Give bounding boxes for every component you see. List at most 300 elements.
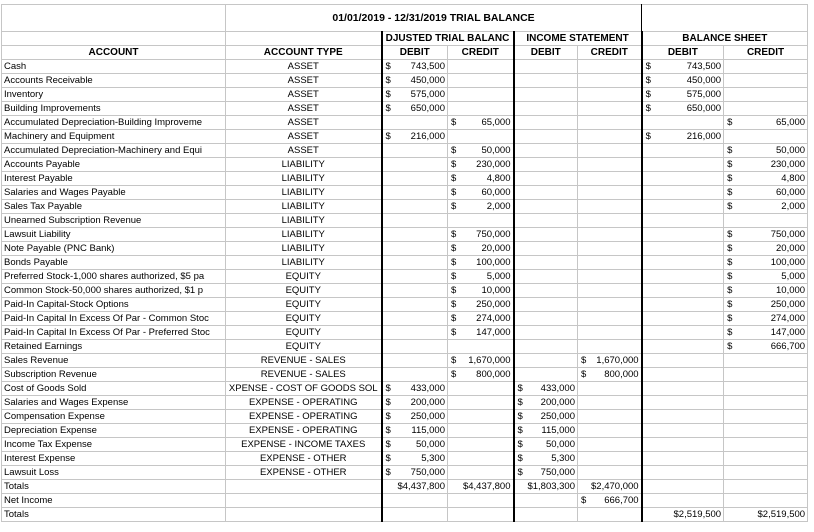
account-name-cell[interactable]: Preferred Stock-1,000 shares authorized, $5 pa: [2, 270, 226, 284]
atb-credit-cell[interactable]: [448, 60, 514, 74]
is-debit-cell[interactable]: [514, 494, 578, 508]
amount-value: 575,000: [410, 89, 445, 100]
bs-debit-cell[interactable]: [642, 144, 724, 158]
atb-credit-cell[interactable]: [448, 214, 514, 228]
atb-credit-cell[interactable]: [448, 424, 514, 438]
account-name-cell[interactable]: Compensation Expense: [2, 410, 226, 424]
currency-symbol: $: [527, 481, 533, 492]
is-credit-cell[interactable]: [578, 242, 642, 256]
atb-debit-cell[interactable]: [382, 284, 448, 298]
is-credit-cell[interactable]: [578, 396, 642, 410]
atb-debit-cell[interactable]: [382, 200, 448, 214]
atb-credit-cell[interactable]: [448, 508, 514, 522]
account-type-cell[interactable]: XPENSE - COST OF GOODS SOL: [226, 382, 382, 396]
atb-debit-cell[interactable]: [382, 130, 448, 144]
atb-credit-cell[interactable]: [448, 480, 514, 494]
is-debit-cell[interactable]: [514, 102, 578, 116]
bs-debit-cell[interactable]: [642, 270, 724, 284]
is-debit-cell[interactable]: [514, 74, 578, 88]
is-credit-cell[interactable]: [578, 438, 642, 452]
account-type-cell[interactable]: LIABILITY: [226, 228, 382, 242]
account-name-cell[interactable]: Totals: [2, 480, 226, 494]
is-debit-cell[interactable]: [514, 172, 578, 186]
is-credit-cell[interactable]: [578, 256, 642, 270]
bs-credit-cell[interactable]: [724, 270, 808, 284]
bs-credit-cell[interactable]: [724, 410, 808, 424]
bs-debit-cell[interactable]: [642, 284, 724, 298]
account-type-cell[interactable]: ASSET: [226, 116, 382, 130]
atb-credit-cell[interactable]: [448, 354, 514, 368]
bs-debit-cell[interactable]: [642, 480, 724, 494]
account-type-cell[interactable]: LIABILITY: [226, 172, 382, 186]
amount-value: 2,519,500: [678, 509, 722, 520]
bs-debit-cell[interactable]: [642, 228, 724, 242]
atb-credit-cell[interactable]: [448, 158, 514, 172]
atb-credit-cell[interactable]: [448, 228, 514, 242]
is-debit-cell[interactable]: [514, 270, 578, 284]
is-debit-cell[interactable]: [514, 368, 578, 382]
is-credit-cell[interactable]: [578, 312, 642, 326]
account-type-cell[interactable]: LIABILITY: [226, 256, 382, 270]
is-debit-cell[interactable]: [514, 466, 578, 480]
bs-debit-cell[interactable]: [642, 340, 724, 354]
bs-credit-cell[interactable]: [724, 116, 808, 130]
account-name-cell[interactable]: Accounts Payable: [2, 158, 226, 172]
account-name-cell[interactable]: Paid-In Capital-Stock Options: [2, 298, 226, 312]
atb-debit-cell[interactable]: [382, 312, 448, 326]
is-credit-cell[interactable]: [578, 382, 642, 396]
bs-credit-cell[interactable]: [724, 130, 808, 144]
is-debit-cell[interactable]: [514, 200, 578, 214]
atb-credit-cell[interactable]: [448, 130, 514, 144]
atb-credit-header: CREDIT: [448, 46, 514, 60]
atb-credit-cell[interactable]: [448, 368, 514, 382]
amount-value: 20,000: [481, 243, 511, 254]
atb-credit-cell[interactable]: [448, 186, 514, 200]
is-debit-cell[interactable]: [514, 214, 578, 228]
account-type-cell[interactable]: [226, 480, 382, 494]
bs-debit-cell[interactable]: [642, 438, 724, 452]
is-credit-cell[interactable]: [578, 172, 642, 186]
bs-credit-cell[interactable]: [724, 312, 808, 326]
atb-debit-cell[interactable]: [382, 326, 448, 340]
bs-debit-cell[interactable]: [642, 214, 724, 228]
account-name-cell[interactable]: Machinery and Equipment: [2, 130, 226, 144]
bs-debit-cell[interactable]: [642, 88, 724, 102]
is-credit-cell[interactable]: [578, 102, 642, 116]
bs-credit-cell[interactable]: [724, 256, 808, 270]
account-name-cell[interactable]: Subscription Revenue: [2, 368, 226, 382]
bs-credit-cell[interactable]: [724, 298, 808, 312]
account-name-cell[interactable]: Note Payable (PNC Bank): [2, 242, 226, 256]
atb-debit-cell[interactable]: [382, 396, 448, 410]
atb-debit-cell[interactable]: [382, 102, 448, 116]
bs-debit-cell[interactable]: [642, 102, 724, 116]
atb-debit-cell[interactable]: [382, 466, 448, 480]
bs-credit-cell[interactable]: [724, 466, 808, 480]
account-name-cell[interactable]: Interest Payable: [2, 172, 226, 186]
bs-credit-cell[interactable]: [724, 186, 808, 200]
bs-debit-cell[interactable]: [642, 382, 724, 396]
atb-credit-cell[interactable]: [448, 298, 514, 312]
is-debit-cell[interactable]: [514, 326, 578, 340]
atb-credit-cell[interactable]: [448, 312, 514, 326]
is-debit-cell[interactable]: [514, 354, 578, 368]
account-name-cell[interactable]: Accounts Receivable: [2, 74, 226, 88]
bs-debit-cell[interactable]: [642, 494, 724, 508]
account-name-cell[interactable]: Totals: [2, 508, 226, 522]
atb-debit-cell[interactable]: [382, 88, 448, 102]
account-type-cell[interactable]: EQUITY: [226, 312, 382, 326]
bs-debit-cell[interactable]: [642, 158, 724, 172]
account-name-cell[interactable]: Bonds Payable: [2, 256, 226, 270]
bs-debit-cell[interactable]: [642, 312, 724, 326]
is-debit-cell[interactable]: [514, 242, 578, 256]
account-name-cell[interactable]: Unearned Subscription Revenue: [2, 214, 226, 228]
account-type-cell[interactable]: LIABILITY: [226, 186, 382, 200]
atb-credit-cell[interactable]: [448, 74, 514, 88]
table-row: [2, 88, 808, 102]
bs-credit-cell[interactable]: [724, 340, 808, 354]
account-type-cell[interactable]: EXPENSE - OTHER: [226, 466, 382, 480]
amount-value: 216,000: [686, 131, 722, 142]
account-type-cell[interactable]: LIABILITY: [226, 158, 382, 172]
bs-debit-cell[interactable]: [642, 60, 724, 74]
is-debit-cell[interactable]: [514, 158, 578, 172]
is-debit-cell[interactable]: [514, 60, 578, 74]
bs-credit-cell[interactable]: [724, 172, 808, 186]
bs-debit-cell[interactable]: [642, 410, 724, 424]
bs-credit-cell[interactable]: [724, 88, 808, 102]
account-name-cell[interactable]: Salaries and Wages Payable: [2, 186, 226, 200]
atb-debit-cell[interactable]: [382, 494, 448, 508]
bs-credit-cell[interactable]: [724, 144, 808, 158]
is-debit-cell[interactable]: [514, 116, 578, 130]
is-credit-cell[interactable]: [578, 60, 642, 74]
is-credit-cell[interactable]: [578, 508, 642, 522]
is-credit-cell[interactable]: [578, 326, 642, 340]
atb-debit-cell[interactable]: [382, 298, 448, 312]
account-type-cell[interactable]: EXPENSE - OPERATING: [226, 410, 382, 424]
account-type-cell[interactable]: LIABILITY: [226, 200, 382, 214]
account-type-cell[interactable]: ASSET: [226, 102, 382, 116]
is-credit-cell[interactable]: [578, 144, 642, 158]
is-credit-cell[interactable]: [578, 74, 642, 88]
amount-value: 800,000: [476, 369, 511, 380]
is-credit-cell[interactable]: [578, 158, 642, 172]
amount-value: 50,000: [415, 439, 445, 450]
atb-debit-cell[interactable]: [382, 410, 448, 424]
atb-debit-cell[interactable]: [382, 60, 448, 74]
atb-debit-cell[interactable]: [382, 228, 448, 242]
bs-credit-cell[interactable]: [724, 242, 808, 256]
atb-debit-cell[interactable]: [382, 158, 448, 172]
table-row: [2, 214, 808, 228]
bs-debit-cell[interactable]: [642, 354, 724, 368]
bs-credit-cell[interactable]: [724, 74, 808, 88]
atb-debit-cell[interactable]: [382, 186, 448, 200]
is-debit-cell[interactable]: [514, 340, 578, 354]
atb-credit-cell[interactable]: [448, 438, 514, 452]
amount-value: 60,000: [481, 187, 511, 198]
bs-debit-cell[interactable]: [642, 116, 724, 130]
account-type-cell[interactable]: ASSET: [226, 60, 382, 74]
account-name-cell[interactable]: Net Income: [2, 494, 226, 508]
account-type-cell[interactable]: [226, 508, 382, 522]
amount-value: 10,000: [481, 285, 511, 296]
table-row: [2, 116, 808, 130]
account-type-cell[interactable]: [226, 494, 382, 508]
atb-credit-cell[interactable]: [448, 326, 514, 340]
is-debit-cell[interactable]: [514, 186, 578, 200]
account-name-cell[interactable]: Sales Tax Payable: [2, 200, 226, 214]
atb-credit-cell[interactable]: [448, 466, 514, 480]
account-type-cell[interactable]: EQUITY: [226, 298, 382, 312]
bs-credit-cell[interactable]: [724, 382, 808, 396]
atb-debit-cell[interactable]: [382, 424, 448, 438]
bs-debit-cell[interactable]: [642, 508, 724, 522]
account-name-cell[interactable]: Paid-In Capital In Excess Of Par - Preferred Stoc: [2, 326, 226, 340]
is-debit-cell[interactable]: [514, 396, 578, 410]
is-debit-cell[interactable]: [514, 382, 578, 396]
amount-value: 1,670,000: [468, 355, 511, 366]
account-type-cell[interactable]: ASSET: [226, 88, 382, 102]
is-credit-cell[interactable]: [578, 116, 642, 130]
currency-symbol: $: [727, 299, 733, 310]
currency-symbol: $: [645, 89, 651, 100]
bs-debit-cell[interactable]: [642, 130, 724, 144]
account-type-cell[interactable]: EQUITY: [226, 326, 382, 340]
account-name-cell[interactable]: Sales Revenue: [2, 354, 226, 368]
bs-debit-cell[interactable]: [642, 298, 724, 312]
account-name-cell[interactable]: Paid-In Capital In Excess Of Par - Common Stoc: [2, 312, 226, 326]
bs-debit-cell[interactable]: [642, 452, 724, 466]
atb-credit-cell[interactable]: [448, 144, 514, 158]
is-credit-cell[interactable]: [578, 214, 642, 228]
atb-debit-cell[interactable]: [382, 144, 448, 158]
atb-debit-cell[interactable]: [382, 438, 448, 452]
atb-debit-cell[interactable]: [382, 508, 448, 522]
bs-credit-cell[interactable]: [724, 452, 808, 466]
account-type-cell[interactable]: EXPENSE - OTHER: [226, 452, 382, 466]
bs-credit-cell[interactable]: [724, 228, 808, 242]
bs-credit-cell[interactable]: [724, 60, 808, 74]
is-debit-cell[interactable]: [514, 438, 578, 452]
atb-debit-cell[interactable]: [382, 172, 448, 186]
currency-symbol: $: [727, 187, 733, 198]
bs-credit-cell[interactable]: [724, 158, 808, 172]
currency-symbol: $: [757, 509, 763, 520]
bs-credit-cell[interactable]: [724, 480, 808, 494]
table-row: [2, 60, 808, 74]
bs-credit-cell[interactable]: [724, 424, 808, 438]
table-row: [2, 494, 808, 508]
is-credit-cell[interactable]: [578, 88, 642, 102]
is-debit-header: DEBIT: [514, 46, 578, 60]
account-name-cell[interactable]: Interest Expense: [2, 452, 226, 466]
account-type-cell[interactable]: EXPENSE - OPERATING: [226, 424, 382, 438]
account-name-cell[interactable]: Building Improvements: [2, 102, 226, 116]
account-name-cell[interactable]: Depreciation Expense: [2, 424, 226, 438]
atb-credit-cell[interactable]: [448, 382, 514, 396]
bs-credit-cell[interactable]: [724, 214, 808, 228]
atb-credit-cell[interactable]: [448, 256, 514, 270]
bs-debit-cell[interactable]: [642, 466, 724, 480]
account-name-cell[interactable]: Cost of Goods Sold: [2, 382, 226, 396]
is-credit-cell[interactable]: [578, 228, 642, 242]
is-debit-cell[interactable]: [514, 130, 578, 144]
is-debit-cell[interactable]: [514, 256, 578, 270]
atb-credit-cell[interactable]: [448, 396, 514, 410]
atb-debit-cell[interactable]: [382, 382, 448, 396]
bs-credit-cell[interactable]: [724, 396, 808, 410]
currency-symbol: $: [645, 131, 651, 142]
is-credit-cell[interactable]: [578, 186, 642, 200]
is-debit-cell[interactable]: [514, 284, 578, 298]
is-credit-cell[interactable]: [578, 410, 642, 424]
account-type-cell[interactable]: EXPENSE - OPERATING: [226, 396, 382, 410]
is-credit-cell[interactable]: [578, 424, 642, 438]
currency-symbol: $: [451, 369, 457, 380]
atb-credit-cell[interactable]: [448, 284, 514, 298]
atb-credit-cell[interactable]: [448, 200, 514, 214]
amount-value: 4,437,800: [468, 481, 511, 492]
is-credit-cell[interactable]: [578, 284, 642, 298]
atb-credit-cell[interactable]: [448, 494, 514, 508]
atb-debit-cell[interactable]: [382, 480, 448, 494]
is-credit-cell[interactable]: [578, 298, 642, 312]
account-name-cell[interactable]: Income Tax Expense: [2, 438, 226, 452]
is-debit-cell[interactable]: [514, 480, 578, 494]
amount-value: 4,437,800: [402, 481, 445, 492]
account-name-cell[interactable]: Accumulated Depreciation-Machinery and Equi: [2, 144, 226, 158]
account-type-cell[interactable]: EXPENSE - INCOME TAXES: [226, 438, 382, 452]
is-credit-cell[interactable]: [578, 270, 642, 284]
is-credit-cell[interactable]: [578, 354, 642, 368]
atb-debit-cell[interactable]: [382, 214, 448, 228]
account-type-cell[interactable]: REVENUE - SALES: [226, 354, 382, 368]
bs-credit-cell[interactable]: [724, 102, 808, 116]
bs-credit-cell[interactable]: [724, 494, 808, 508]
atb-credit-cell[interactable]: [448, 116, 514, 130]
bs-debit-cell[interactable]: [642, 368, 724, 382]
bs-debit-cell[interactable]: [642, 396, 724, 410]
bs-credit-cell[interactable]: [724, 438, 808, 452]
atb-credit-cell[interactable]: [448, 242, 514, 256]
account-name-cell[interactable]: Retained Earnings: [2, 340, 226, 354]
atb-debit-cell[interactable]: [382, 256, 448, 270]
account-type-cell[interactable]: ASSET: [226, 144, 382, 158]
account-type-cell[interactable]: EQUITY: [226, 270, 382, 284]
bs-credit-cell[interactable]: [724, 200, 808, 214]
table-row: [2, 74, 808, 88]
bs-credit-cell[interactable]: [724, 508, 808, 522]
is-debit-cell[interactable]: [514, 312, 578, 326]
bs-debit-cell[interactable]: [642, 326, 724, 340]
bs-debit-cell[interactable]: [642, 256, 724, 270]
bs-credit-cell[interactable]: [724, 326, 808, 340]
bs-debit-cell[interactable]: [642, 186, 724, 200]
bs-debit-cell[interactable]: [642, 242, 724, 256]
is-credit-cell[interactable]: [578, 368, 642, 382]
amount-value: 5,300: [421, 453, 445, 464]
is-debit-cell[interactable]: [514, 452, 578, 466]
currency-symbol: $: [385, 397, 391, 408]
is-credit-cell[interactable]: [578, 466, 642, 480]
account-name-cell[interactable]: Lawsuit Liability: [2, 228, 226, 242]
atb-debit-cell[interactable]: [382, 452, 448, 466]
bs-debit-cell[interactable]: [642, 200, 724, 214]
account-name-cell[interactable]: Inventory: [2, 88, 226, 102]
account-type-cell[interactable]: REVENUE - SALES: [226, 368, 382, 382]
atb-credit-cell[interactable]: [448, 452, 514, 466]
trial-balance-table: [1, 4, 808, 522]
bs-credit-cell[interactable]: [724, 368, 808, 382]
is-credit-cell[interactable]: [578, 480, 642, 494]
account-name-cell[interactable]: Lawsuit Loss: [2, 466, 226, 480]
is-credit-cell[interactable]: [578, 340, 642, 354]
bs-debit-cell[interactable]: [642, 74, 724, 88]
amount-value: 250,000: [540, 411, 575, 422]
amount-value: 666,700: [770, 341, 806, 352]
table-row: [2, 410, 808, 424]
atb-credit-cell[interactable]: [448, 172, 514, 186]
atb-debit-cell[interactable]: [382, 270, 448, 284]
is-debit-cell[interactable]: [514, 298, 578, 312]
bs-credit-cell[interactable]: [724, 354, 808, 368]
account-name-cell[interactable]: Common Stock-50,000 shares authorized, $1 p: [2, 284, 226, 298]
is-credit-header: CREDIT: [578, 46, 642, 60]
atb-debit-cell[interactable]: [382, 340, 448, 354]
is-debit-cell[interactable]: [514, 88, 578, 102]
account-name-cell[interactable]: Cash: [2, 60, 226, 74]
account-name-cell[interactable]: Salaries and Wages Expense: [2, 396, 226, 410]
atb-credit-cell[interactable]: [448, 102, 514, 116]
atb-debit-cell[interactable]: [382, 242, 448, 256]
is-credit-cell[interactable]: [578, 130, 642, 144]
atb-credit-cell[interactable]: [448, 410, 514, 424]
is-debit-cell[interactable]: [514, 424, 578, 438]
is-debit-cell[interactable]: [514, 144, 578, 158]
is-debit-cell[interactable]: [514, 410, 578, 424]
atb-debit-cell[interactable]: [382, 116, 448, 130]
amount-value: 274,000: [476, 313, 511, 324]
bs-debit-cell[interactable]: [642, 172, 724, 186]
currency-symbol: $: [581, 495, 587, 506]
account-type-cell[interactable]: ASSET: [226, 74, 382, 88]
is-debit-cell[interactable]: [514, 228, 578, 242]
atb-credit-cell[interactable]: [448, 340, 514, 354]
table-row: [2, 452, 808, 466]
bs-debit-cell[interactable]: [642, 424, 724, 438]
atb-credit-cell[interactable]: [448, 270, 514, 284]
account-type-cell[interactable]: EQUITY: [226, 340, 382, 354]
is-credit-cell[interactable]: [578, 452, 642, 466]
account-type-cell[interactable]: ASSET: [226, 130, 382, 144]
atb-debit-cell[interactable]: [382, 368, 448, 382]
atb-credit-cell[interactable]: [448, 88, 514, 102]
is-credit-cell[interactable]: [578, 200, 642, 214]
is-credit-cell[interactable]: [578, 494, 642, 508]
atb-debit-cell[interactable]: [382, 74, 448, 88]
account-type-cell[interactable]: EQUITY: [226, 284, 382, 298]
is-debit-cell[interactable]: [514, 508, 578, 522]
account-type-cell[interactable]: LIABILITY: [226, 214, 382, 228]
account-name-cell[interactable]: Accumulated Depreciation-Building Improveme: [2, 116, 226, 130]
atb-debit-cell[interactable]: [382, 354, 448, 368]
bs-credit-cell[interactable]: [724, 284, 808, 298]
account-type-cell[interactable]: LIABILITY: [226, 242, 382, 256]
